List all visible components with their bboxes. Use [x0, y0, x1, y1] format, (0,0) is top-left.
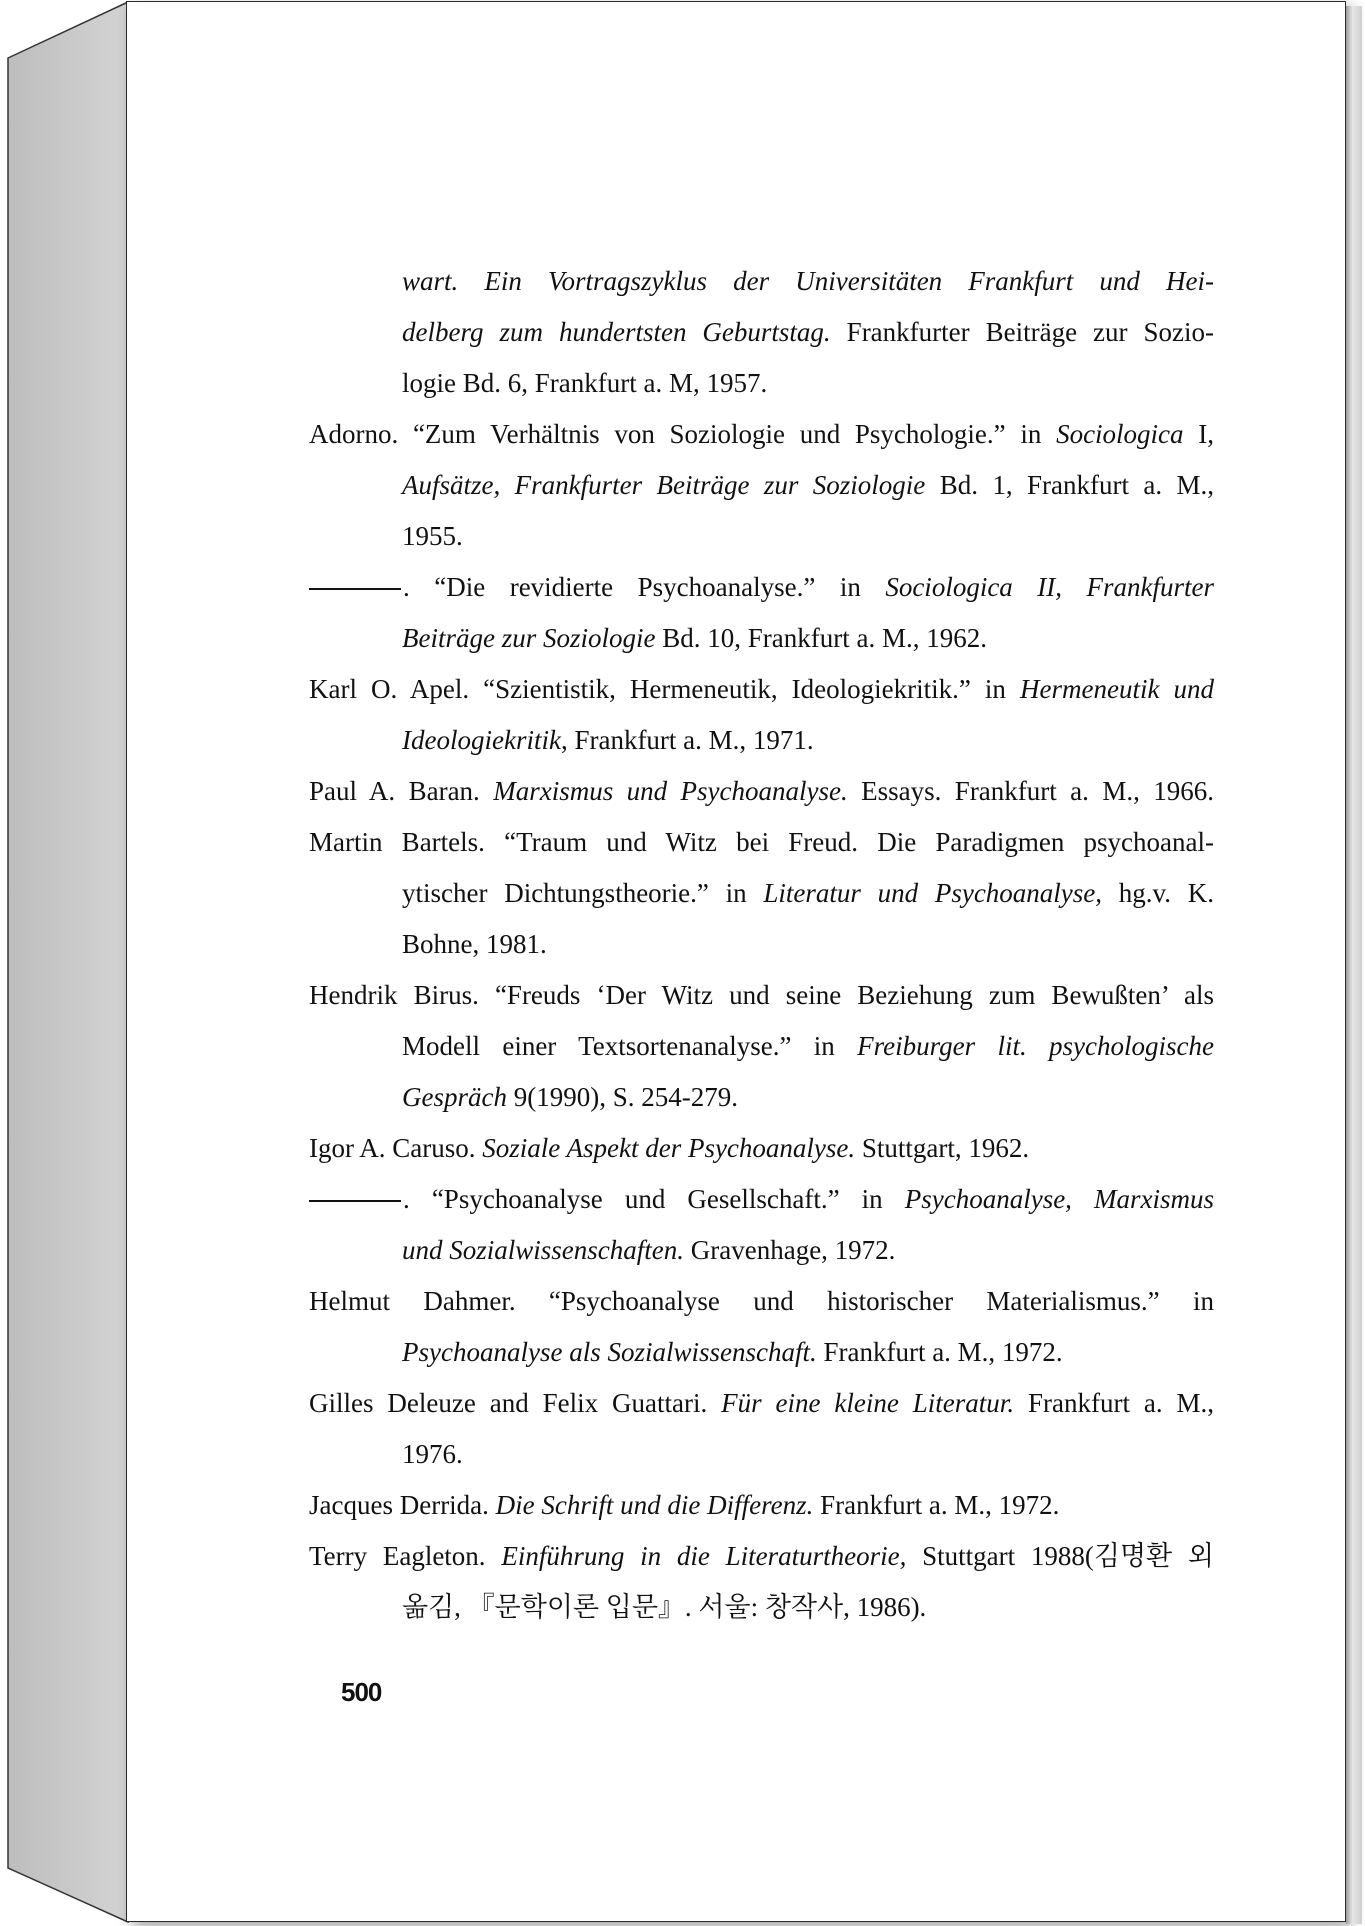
entry-continuation: wart. Ein Vortragszyklus der Universitäten Frankfurt und Hei- [402, 266, 1214, 296]
entry-caruso-1: Igor A. Caruso. Soziale Aspekt der Psychoanalyse. Stuttgart, 1962. [309, 1133, 1030, 1163]
entry-adorno-1-line: Aufsätze, Frankfurter Beiträge zur Soziologie Bd. 1, Frankfurt a. M., [402, 470, 1214, 500]
bibliography [309, 256, 1214, 1633]
entry-caruso-2-line: und Sozialwissenschaften. Gravenhage, 1972. [402, 1235, 896, 1265]
entry-dahmer: Helmut Dahmer. “Psychoanalyse und historischer Materialismus.” in [309, 1286, 1214, 1316]
entry-baran: Paul A. Baran. Marxismus und Psychoanalyse. Essays. Frankfurt a. M., 1966. [309, 776, 1214, 806]
entry-bartels-line: ytischer Dichtungstheorie.” in Literatur und Psychoanalyse, hg.v. K. [402, 878, 1214, 908]
page-number: 500 [341, 1677, 382, 1707]
entry-eagleton-line: 옮김, 『문학이론 입문』. 서울: 창작사, 1986). [402, 1592, 927, 1622]
repeat-author-dash [309, 588, 401, 590]
entry-birus: Hendrik Birus. “Freuds ‘Der Witz und seine Beziehung zum Bewußten’ als [309, 980, 1214, 1010]
entry-birus-line: Gespräch 9(1990), S. 254-279. [402, 1082, 738, 1112]
entry-derrida: Jacques Derrida. Die Schrift und die Differenz. Frankfurt a. M., 1972. [309, 1490, 1060, 1520]
entry-continuation: logie Bd. 6, Frankfurt a. M, 1957. [402, 368, 768, 398]
entry-bartels: Martin Bartels. “Traum und Witz bei Freud. Die Paradigmen psychoanal- [309, 827, 1214, 857]
entry-apel-line: Ideologiekritik, Frankfurt a. M., 1971. [402, 725, 814, 755]
entry-adorno-1-line: 1955. [402, 521, 463, 551]
entry-apel: Karl O. Apel. “Szientistik, Hermeneutik, Ideologiekritik.” in Hermeneutik und [309, 674, 1214, 704]
entry-deleuze: Gilles Deleuze and Felix Guattari. Für eine kleine Literatur. Frankfurt a. M., [309, 1388, 1214, 1418]
page-edge [1346, 6, 1362, 1924]
entry-adorno-2: . “Die revidierte Psychoanalyse.” in Sociologica II, Frankfurter [309, 562, 1214, 613]
entry-adorno-2-line: Beiträge zur Soziologie Bd. 10, Frankfurt a. M., 1962. [402, 623, 987, 653]
repeat-author-dash [309, 1200, 401, 1202]
entry-caruso-2: . “Psychoanalyse und Gesellschaft.” in Psychoanalyse, Marxismus [309, 1174, 1214, 1225]
entry-dahmer-line: Psychoanalyse als Sozialwissenschaft. Frankfurt a. M., 1972. [402, 1337, 1063, 1367]
entry-adorno-1: Adorno. “Zum Verhältnis von Soziologie und Psychologie.” in Sociologica I, [309, 419, 1214, 449]
entry-bartels-line: Bohne, 1981. [402, 929, 547, 959]
entry-deleuze-line: 1976. [402, 1439, 463, 1469]
entry-continuation: delberg zum hundertsten Geburtstag. Frankfurter Beiträge zur Sozio- [402, 317, 1214, 347]
entry-birus-line: Modell einer Textsortenanalyse.” in Freiburger lit. psychologische [402, 1031, 1214, 1061]
entry-eagleton: Terry Eagleton. Einführung in die Literaturtheorie, Stuttgart 1988(김명환 외 [309, 1541, 1214, 1571]
